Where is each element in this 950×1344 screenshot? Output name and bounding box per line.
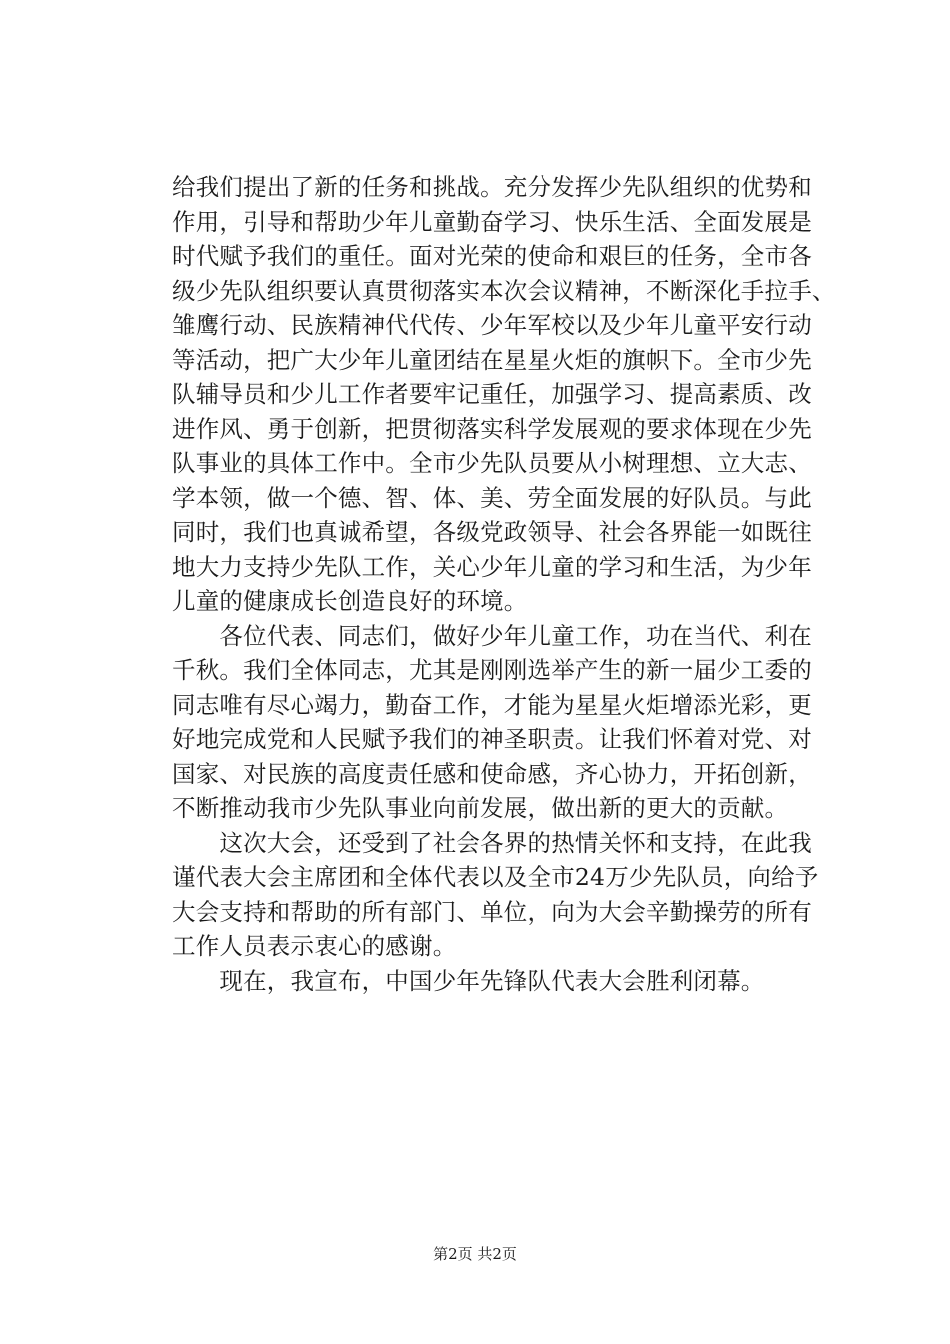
- text-line: 同时，我们也真诚希望，各级党政领导、社会各界能一如既往: [172, 518, 812, 546]
- text-line: 好地完成党和人民赋予我们的神圣职责。让我们怀着对党、对: [172, 725, 812, 753]
- page-number-label: 第2页 共2页: [433, 1245, 517, 1263]
- text-line: 千秋。我们全体同志，尤其是刚刚选举产生的新一届少工委的: [172, 656, 812, 684]
- text-line: 不断推动我市少先队事业向前发展，做出新的更大的贡献。: [172, 794, 789, 822]
- text-line: 大会支持和帮助的所有部门、单位，向为大会辛勤操劳的所有: [172, 897, 812, 926]
- text-line: 同志唯有尽心竭力，勤奋工作，才能为星星火炬增添光彩，更: [172, 690, 812, 719]
- text-line: 作用，引导和帮助少年儿童勤奋学习、快乐生活、全面发展是: [172, 207, 812, 236]
- text-line: 现在，我宣布，中国少年先锋队代表大会胜利闭幕。: [172, 966, 765, 995]
- text-line: 给我们提出了新的任务和挑战。充分发挥少先队组织的优势和: [172, 173, 812, 201]
- text-line: 谨代表大会主席团和全体代表以及全市24万少先队员，向给予: [172, 863, 819, 891]
- text-line: 雏鹰行动、民族精神代代传、少年军校以及少年儿童平安行动: [172, 311, 812, 339]
- text-line: 儿童的健康成长创造良好的环境。: [172, 587, 528, 615]
- text-line: 这次大会，还受到了社会各界的热情关怀和支持，在此我: [172, 828, 812, 857]
- text-line: 队事业的具体工作中。全市少先队员要从小树理想、立大志、: [172, 449, 812, 477]
- page-footer: [0, 1244, 950, 1264]
- text-line: 队辅导员和少儿工作者要牢记重任，加强学习、提高素质、改: [172, 380, 812, 408]
- text-line: 等活动，把广大少年儿童团结在星星火炬的旗帜下。全市少先: [172, 345, 812, 374]
- text-line: 时代赋予我们的重任。面对光荣的使命和艰巨的任务，全市各: [172, 242, 812, 270]
- text-line: 各位代表、同志们，做好少年儿童工作，功在当代、利在: [172, 621, 812, 650]
- text-line: 工作人员表示衷心的感谢。: [172, 932, 457, 960]
- text-line: 国家、对民族的高度责任感和使命感，齐心协力，开拓创新，: [172, 759, 812, 788]
- document-body: [172, 170, 836, 998]
- text-line: 级少先队组织要认真贯彻落实本次会议精神，不断深化手拉手、: [172, 276, 836, 305]
- text-line: 进作风、勇于创新，把贯彻落实科学发展观的要求体现在少先: [172, 414, 812, 443]
- text-line: 地大力支持少先队工作，关心少年儿童的学习和生活，为少年: [172, 552, 812, 581]
- text-line: 学本领，做一个德、智、体、美、劳全面发展的好队员。与此: [172, 483, 812, 512]
